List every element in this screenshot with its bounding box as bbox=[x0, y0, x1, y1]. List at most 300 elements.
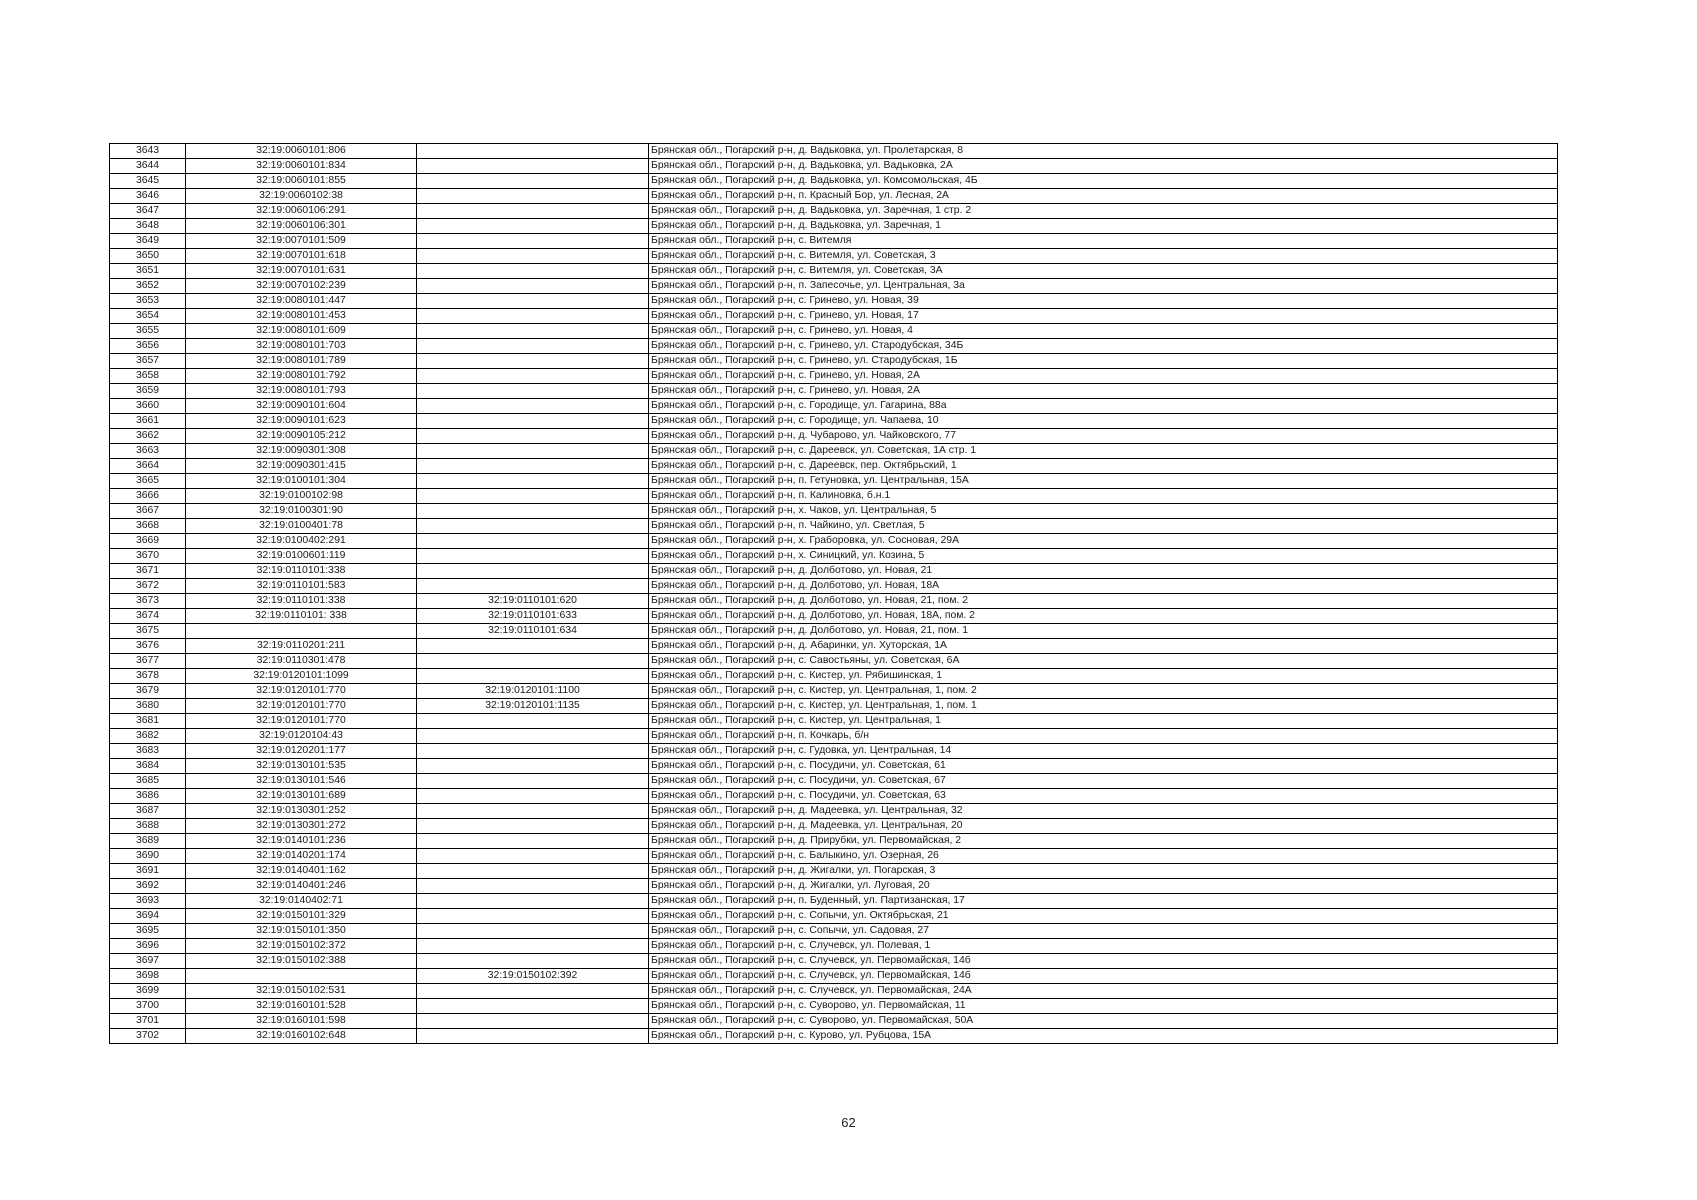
address-cell: Брянская обл., Погарский р-н, с. Дареевск, ул. Советская, 1А стр. 1 bbox=[649, 444, 1558, 459]
row-number-cell: 3653 bbox=[110, 294, 186, 309]
cadastral-number-cell: 32:19:0110101:583 bbox=[186, 579, 417, 594]
address-cell: Брянская обл., Погарский р-н, х. Граборовка, ул. Сосновая, 29А bbox=[649, 534, 1558, 549]
room-cadastral-number-cell bbox=[417, 759, 649, 774]
cadastral-number-cell: 32:19:0110101:338 bbox=[186, 594, 417, 609]
cadastral-number-cell: 32:19:0140402:71 bbox=[186, 894, 417, 909]
row-number-cell: 3647 bbox=[110, 204, 186, 219]
address-cell: Брянская обл., Погарский р-н, с. Суворово, ул. Первомайская, 11 bbox=[649, 999, 1558, 1014]
cadastral-number-cell: 32:19:0080101:453 bbox=[186, 309, 417, 324]
row-number-cell: 3680 bbox=[110, 699, 186, 714]
cadastral-number-cell: 32:19:0100402:291 bbox=[186, 534, 417, 549]
table-row bbox=[110, 579, 1558, 594]
address-cell: Брянская обл., Погарский р-н, с. Гринево, ул. Новая, 17 bbox=[649, 309, 1558, 324]
address-cell: Брянская обл., Погарский р-н, д. Чубарово, ул. Чайковского, 77 bbox=[649, 429, 1558, 444]
room-cadastral-number-cell bbox=[417, 999, 649, 1014]
table-row bbox=[110, 204, 1558, 219]
cadastral-number-cell: 32:19:0060106:301 bbox=[186, 219, 417, 234]
row-number-cell: 3687 bbox=[110, 804, 186, 819]
address-cell: Брянская обл., Погарский р-н, х. Синицкий, ул. Козина, 5 bbox=[649, 549, 1558, 564]
cadastral-number-cell: 32:19:0160102:648 bbox=[186, 1029, 417, 1044]
room-cadastral-number-cell bbox=[417, 744, 649, 759]
room-cadastral-number-cell bbox=[417, 279, 649, 294]
cadastral-number-cell: 32:19:0060102:38 bbox=[186, 189, 417, 204]
cadastral-number-cell: 32:19:0100401:78 bbox=[186, 519, 417, 534]
address-cell: Брянская обл., Погарский р-н, с. Гринево, ул. Стародубская, 1Б bbox=[649, 354, 1558, 369]
row-number-cell: 3659 bbox=[110, 384, 186, 399]
address-cell: Брянская обл., Погарский р-н, с. Курово, ул. Рубцова, 15А bbox=[649, 1029, 1558, 1044]
row-number-cell: 3677 bbox=[110, 654, 186, 669]
address-cell: Брянская обл., Погарский р-н, д. Вадьковка, ул. Заречная, 1 стр. 2 bbox=[649, 204, 1558, 219]
table-row bbox=[110, 354, 1558, 369]
room-cadastral-number-cell bbox=[417, 834, 649, 849]
room-cadastral-number-cell: 32:19:0110101:634 bbox=[417, 624, 649, 639]
row-number-cell: 3643 bbox=[110, 144, 186, 159]
cadastral-number-cell: 32:19:0100601:119 bbox=[186, 549, 417, 564]
table-row bbox=[110, 849, 1558, 864]
cadastral-number-cell: 32:19:0060101:834 bbox=[186, 159, 417, 174]
table-row bbox=[110, 309, 1558, 324]
row-number-cell: 3691 bbox=[110, 864, 186, 879]
table-row bbox=[110, 534, 1558, 549]
address-cell: Брянская обл., Погарский р-н, д. Долботово, ул. Новая, 21 bbox=[649, 564, 1558, 579]
room-cadastral-number-cell bbox=[417, 1029, 649, 1044]
room-cadastral-number-cell bbox=[417, 189, 649, 204]
room-cadastral-number-cell bbox=[417, 399, 649, 414]
address-cell: Брянская обл., Погарский р-н, с. Дареевск, пер. Октябрьский, 1 bbox=[649, 459, 1558, 474]
row-number-cell: 3652 bbox=[110, 279, 186, 294]
table-row bbox=[110, 489, 1558, 504]
cadastral-number-cell: 32:19:0100101:304 bbox=[186, 474, 417, 489]
room-cadastral-number-cell bbox=[417, 819, 649, 834]
address-cell: Брянская обл., Погарский р-н, п. Буденный, ул. Партизанская, 17 bbox=[649, 894, 1558, 909]
cadastral-number-cell: 32:19:0110101:338 bbox=[186, 564, 417, 579]
table-row bbox=[110, 219, 1558, 234]
address-cell: Брянская обл., Погарский р-н, с. Сопычи, ул. Октябрьская, 21 bbox=[649, 909, 1558, 924]
table-row bbox=[110, 789, 1558, 804]
row-number-cell: 3686 bbox=[110, 789, 186, 804]
table-row bbox=[110, 324, 1558, 339]
registry-table-body bbox=[110, 144, 1558, 1044]
row-number-cell: 3685 bbox=[110, 774, 186, 789]
table-row bbox=[110, 369, 1558, 384]
cadastral-number-cell: 32:19:0060101:855 bbox=[186, 174, 417, 189]
table-row bbox=[110, 459, 1558, 474]
address-cell: Брянская обл., Погарский р-н, д. Долботово, ул. Новая, 21, пом. 1 bbox=[649, 624, 1558, 639]
address-cell: Брянская обл., Погарский р-н, с. Гринево, ул. Новая, 2А bbox=[649, 384, 1558, 399]
row-number-cell: 3649 bbox=[110, 234, 186, 249]
table-row bbox=[110, 474, 1558, 489]
table-row bbox=[110, 294, 1558, 309]
cadastral-number-cell: 32:19:0080101:447 bbox=[186, 294, 417, 309]
row-number-cell: 3670 bbox=[110, 549, 186, 564]
row-number-cell: 3662 bbox=[110, 429, 186, 444]
cadastral-number-cell: 32:19:0150102:372 bbox=[186, 939, 417, 954]
address-cell: Брянская обл., Погарский р-н, с. Кистер, ул. Центральная, 1, пом. 2 bbox=[649, 684, 1558, 699]
table-row bbox=[110, 879, 1558, 894]
row-number-cell: 3661 bbox=[110, 414, 186, 429]
row-number-cell: 3665 bbox=[110, 474, 186, 489]
table-row bbox=[110, 624, 1558, 639]
table-row bbox=[110, 384, 1558, 399]
address-cell: Брянская обл., Погарский р-н, п. Кочкарь, б/н bbox=[649, 729, 1558, 744]
room-cadastral-number-cell bbox=[417, 579, 649, 594]
table-row bbox=[110, 429, 1558, 444]
table-row bbox=[110, 699, 1558, 714]
room-cadastral-number-cell bbox=[417, 264, 649, 279]
room-cadastral-number-cell bbox=[417, 939, 649, 954]
cadastral-number-cell: 32:19:0130301:252 bbox=[186, 804, 417, 819]
room-cadastral-number-cell bbox=[417, 639, 649, 654]
address-cell: Брянская обл., Погарский р-н, д. Вадьковка, ул. Заречная, 1 bbox=[649, 219, 1558, 234]
room-cadastral-number-cell bbox=[417, 849, 649, 864]
table-row bbox=[110, 549, 1558, 564]
cadastral-number-cell: 32:19:0140201:174 bbox=[186, 849, 417, 864]
cadastral-number-cell: 32:19:0130101:689 bbox=[186, 789, 417, 804]
room-cadastral-number-cell bbox=[417, 339, 649, 354]
row-number-cell: 3666 bbox=[110, 489, 186, 504]
room-cadastral-number-cell bbox=[417, 564, 649, 579]
table-row bbox=[110, 1029, 1558, 1044]
room-cadastral-number-cell bbox=[417, 924, 649, 939]
cadastral-number-cell: 32:19:0060106:291 bbox=[186, 204, 417, 219]
cadastral-number-cell: 32:19:0090301:308 bbox=[186, 444, 417, 459]
table-row bbox=[110, 159, 1558, 174]
cadastral-number-cell: 32:19:0160101:528 bbox=[186, 999, 417, 1014]
row-number-cell: 3664 bbox=[110, 459, 186, 474]
room-cadastral-number-cell bbox=[417, 159, 649, 174]
row-number-cell: 3667 bbox=[110, 504, 186, 519]
table-row bbox=[110, 234, 1558, 249]
table-row bbox=[110, 174, 1558, 189]
room-cadastral-number-cell bbox=[417, 384, 649, 399]
table-row bbox=[110, 819, 1558, 834]
row-number-cell: 3658 bbox=[110, 369, 186, 384]
table-row bbox=[110, 264, 1558, 279]
table-row bbox=[110, 339, 1558, 354]
table-row bbox=[110, 594, 1558, 609]
cadastral-number-cell: 32:19:0080101:609 bbox=[186, 324, 417, 339]
cadastral-number-cell: 32:19:0110101: 338 bbox=[186, 609, 417, 624]
row-number-cell: 3651 bbox=[110, 264, 186, 279]
address-cell: Брянская обл., Погарский р-н, п. Гетуновка, ул. Центральная, 15А bbox=[649, 474, 1558, 489]
row-number-cell: 3679 bbox=[110, 684, 186, 699]
cadastral-number-cell: 32:19:0070102:239 bbox=[186, 279, 417, 294]
table-row bbox=[110, 924, 1558, 939]
table-row bbox=[110, 504, 1558, 519]
table-row bbox=[110, 639, 1558, 654]
address-cell: Брянская обл., Погарский р-н, с. Случевск, ул. Первомайская, 14б bbox=[649, 969, 1558, 984]
table-row bbox=[110, 774, 1558, 789]
room-cadastral-number-cell bbox=[417, 144, 649, 159]
room-cadastral-number-cell bbox=[417, 369, 649, 384]
table-row bbox=[110, 834, 1558, 849]
row-number-cell: 3698 bbox=[110, 969, 186, 984]
table-row bbox=[110, 249, 1558, 264]
room-cadastral-number-cell: 32:19:0110101:633 bbox=[417, 609, 649, 624]
room-cadastral-number-cell: 32:19:0120101:1135 bbox=[417, 699, 649, 714]
table-row bbox=[110, 144, 1558, 159]
room-cadastral-number-cell bbox=[417, 489, 649, 504]
row-number-cell: 3675 bbox=[110, 624, 186, 639]
row-number-cell: 3672 bbox=[110, 579, 186, 594]
cadastral-number-cell: 32:19:0120104:43 bbox=[186, 729, 417, 744]
cadastral-number-cell: 32:19:0100301:90 bbox=[186, 504, 417, 519]
room-cadastral-number-cell bbox=[417, 474, 649, 489]
table-row bbox=[110, 444, 1558, 459]
room-cadastral-number-cell bbox=[417, 894, 649, 909]
room-cadastral-number-cell bbox=[417, 774, 649, 789]
address-cell: Брянская обл., Погарский р-н, с. Гринево, ул. Новая, 39 bbox=[649, 294, 1558, 309]
row-number-cell: 3694 bbox=[110, 909, 186, 924]
cadastral-number-cell: 32:19:0120101:770 bbox=[186, 684, 417, 699]
cadastral-number-cell: 32:19:0100102:98 bbox=[186, 489, 417, 504]
cadastral-number-cell: 32:19:0120101:1099 bbox=[186, 669, 417, 684]
cadastral-number-cell: 32:19:0120201:177 bbox=[186, 744, 417, 759]
cadastral-number-cell: 32:19:0140101:236 bbox=[186, 834, 417, 849]
row-number-cell: 3654 bbox=[110, 309, 186, 324]
cadastral-number-cell: 32:19:0150101:329 bbox=[186, 909, 417, 924]
address-cell: Брянская обл., Погарский р-н, с. Случевск, ул. Первомайская, 14б bbox=[649, 954, 1558, 969]
table-row bbox=[110, 519, 1558, 534]
cadastral-number-cell: 32:19:0070101:618 bbox=[186, 249, 417, 264]
row-number-cell: 3645 bbox=[110, 174, 186, 189]
address-cell: Брянская обл., Погарский р-н, с. Балыкино, ул. Озерная, 26 bbox=[649, 849, 1558, 864]
address-cell: Брянская обл., Погарский р-н, с. Гринево, ул. Новая, 2А bbox=[649, 369, 1558, 384]
cadastral-number-cell: 32:19:0090105:212 bbox=[186, 429, 417, 444]
address-cell: Брянская обл., Погарский р-н, д. Вадьковка, ул. Комсомольская, 4Б bbox=[649, 174, 1558, 189]
address-cell: Брянская обл., Погарский р-н, д. Мадеевка, ул. Центральная, 20 bbox=[649, 819, 1558, 834]
address-cell: Брянская обл., Погарский р-н, д. Жигалки, ул. Луговая, 20 bbox=[649, 879, 1558, 894]
room-cadastral-number-cell bbox=[417, 324, 649, 339]
cadastral-number-cell: 32:19:0120101:770 bbox=[186, 714, 417, 729]
room-cadastral-number-cell: 32:19:0150102:392 bbox=[417, 969, 649, 984]
row-number-cell: 3695 bbox=[110, 924, 186, 939]
table-row bbox=[110, 939, 1558, 954]
row-number-cell: 3700 bbox=[110, 999, 186, 1014]
address-cell: Брянская обл., Погарский р-н, с. Савостьяны, ул. Советская, 6А bbox=[649, 654, 1558, 669]
room-cadastral-number-cell bbox=[417, 414, 649, 429]
cadastral-number-cell: 32:19:0080101:792 bbox=[186, 369, 417, 384]
registry-table bbox=[109, 143, 1558, 1044]
cadastral-number-cell: 32:19:0120101:770 bbox=[186, 699, 417, 714]
row-number-cell: 3696 bbox=[110, 939, 186, 954]
address-cell: Брянская обл., Погарский р-н, д. Жигалки, ул. Погарская, 3 bbox=[649, 864, 1558, 879]
cadastral-number-cell: 32:19:0150101:350 bbox=[186, 924, 417, 939]
cadastral-number-cell: 32:19:0140401:246 bbox=[186, 879, 417, 894]
address-cell: Брянская обл., Погарский р-н, х. Чаков, ул. Центральная, 5 bbox=[649, 504, 1558, 519]
cadastral-number-cell: 32:19:0070101:509 bbox=[186, 234, 417, 249]
cadastral-number-cell: 32:19:0060101:806 bbox=[186, 144, 417, 159]
room-cadastral-number-cell bbox=[417, 879, 649, 894]
room-cadastral-number-cell bbox=[417, 954, 649, 969]
address-cell: Брянская обл., Погарский р-н, с. Гринево, ул. Стародубская, 34Б bbox=[649, 339, 1558, 354]
row-number-cell: 3693 bbox=[110, 894, 186, 909]
cadastral-number-cell: 32:19:0090301:415 bbox=[186, 459, 417, 474]
address-cell: Брянская обл., Погарский р-н, п. Красный Бор, ул. Лесная, 2А bbox=[649, 189, 1558, 204]
row-number-cell: 3701 bbox=[110, 1014, 186, 1029]
room-cadastral-number-cell bbox=[417, 549, 649, 564]
cadastral-number-cell: 32:19:0110301:478 bbox=[186, 654, 417, 669]
room-cadastral-number-cell bbox=[417, 294, 649, 309]
room-cadastral-number-cell bbox=[417, 654, 649, 669]
cadastral-number-cell: 32:19:0150102:531 bbox=[186, 984, 417, 999]
room-cadastral-number-cell bbox=[417, 174, 649, 189]
room-cadastral-number-cell bbox=[417, 714, 649, 729]
room-cadastral-number-cell bbox=[417, 309, 649, 324]
cadastral-number-cell bbox=[186, 624, 417, 639]
address-cell: Брянская обл., Погарский р-н, п. Чайкино, ул. Светлая, 5 bbox=[649, 519, 1558, 534]
row-number-cell: 3682 bbox=[110, 729, 186, 744]
row-number-cell: 3671 bbox=[110, 564, 186, 579]
table-row bbox=[110, 759, 1558, 774]
address-cell: Брянская обл., Погарский р-н, д. Долботово, ул. Новая, 18А, пом. 2 bbox=[649, 609, 1558, 624]
address-cell: Брянская обл., Погарский р-н, д. Долботово, ул. Новая, 21, пом. 2 bbox=[649, 594, 1558, 609]
row-number-cell: 3689 bbox=[110, 834, 186, 849]
address-cell: Брянская обл., Погарский р-н, с. Посудичи, ул. Советская, 63 bbox=[649, 789, 1558, 804]
table-row bbox=[110, 414, 1558, 429]
row-number-cell: 3683 bbox=[110, 744, 186, 759]
row-number-cell: 3656 bbox=[110, 339, 186, 354]
address-cell: Брянская обл., Погарский р-н, с. Посудичи, ул. Советская, 61 bbox=[649, 759, 1558, 774]
table-row bbox=[110, 714, 1558, 729]
row-number-cell: 3690 bbox=[110, 849, 186, 864]
row-number-cell: 3678 bbox=[110, 669, 186, 684]
table-row bbox=[110, 999, 1558, 1014]
address-cell: Брянская обл., Погарский р-н, д. Вадьковка, ул. Пролетарская, 8 bbox=[649, 144, 1558, 159]
room-cadastral-number-cell bbox=[417, 789, 649, 804]
room-cadastral-number-cell bbox=[417, 669, 649, 684]
row-number-cell: 3684 bbox=[110, 759, 186, 774]
cadastral-number-cell: 32:19:0160101:598 bbox=[186, 1014, 417, 1029]
room-cadastral-number-cell bbox=[417, 534, 649, 549]
address-cell: Брянская обл., Погарский р-н, с. Витемля, ул. Советская, 3А bbox=[649, 264, 1558, 279]
row-number-cell: 3681 bbox=[110, 714, 186, 729]
row-number-cell: 3646 bbox=[110, 189, 186, 204]
table-row bbox=[110, 984, 1558, 999]
row-number-cell: 3702 bbox=[110, 1029, 186, 1044]
cadastral-number-cell: 32:19:0130101:535 bbox=[186, 759, 417, 774]
row-number-cell: 3669 bbox=[110, 534, 186, 549]
cadastral-number-cell: 32:19:0090101:604 bbox=[186, 399, 417, 414]
table-row bbox=[110, 609, 1558, 624]
address-cell: Брянская обл., Погарский р-н, с. Витемля bbox=[649, 234, 1558, 249]
cadastral-number-cell: 32:19:0090101:623 bbox=[186, 414, 417, 429]
room-cadastral-number-cell bbox=[417, 234, 649, 249]
table-row bbox=[110, 279, 1558, 294]
room-cadastral-number-cell bbox=[417, 729, 649, 744]
table-row bbox=[110, 399, 1558, 414]
cadastral-number-cell: 32:19:0130101:546 bbox=[186, 774, 417, 789]
row-number-cell: 3692 bbox=[110, 879, 186, 894]
address-cell: Брянская обл., Погарский р-н, д. Мадеевка, ул. Центральная, 32 bbox=[649, 804, 1558, 819]
address-cell: Брянская обл., Погарский р-н, д. Долботово, ул. Новая, 18А bbox=[649, 579, 1558, 594]
cadastral-number-cell: 32:19:0080101:703 bbox=[186, 339, 417, 354]
cadastral-number-cell bbox=[186, 969, 417, 984]
row-number-cell: 3668 bbox=[110, 519, 186, 534]
table-row bbox=[110, 564, 1558, 579]
address-cell: Брянская обл., Погарский р-н, с. Гудовка, ул. Центральная, 14 bbox=[649, 744, 1558, 759]
row-number-cell: 3650 bbox=[110, 249, 186, 264]
row-number-cell: 3663 bbox=[110, 444, 186, 459]
table-row bbox=[110, 189, 1558, 204]
room-cadastral-number-cell bbox=[417, 429, 649, 444]
table-row bbox=[110, 744, 1558, 759]
address-cell: Брянская обл., Погарский р-н, с. Посудичи, ул. Советская, 67 bbox=[649, 774, 1558, 789]
row-number-cell: 3697 bbox=[110, 954, 186, 969]
table-row bbox=[110, 954, 1558, 969]
address-cell: Брянская обл., Погарский р-н, д. Абаринки, ул. Хуторская, 1А bbox=[649, 639, 1558, 654]
room-cadastral-number-cell bbox=[417, 909, 649, 924]
room-cadastral-number-cell bbox=[417, 219, 649, 234]
row-number-cell: 3655 bbox=[110, 324, 186, 339]
address-cell: Брянская обл., Погарский р-н, с. Суворово, ул. Первомайская, 50А bbox=[649, 1014, 1558, 1029]
cadastral-number-cell: 32:19:0150102:388 bbox=[186, 954, 417, 969]
room-cadastral-number-cell bbox=[417, 984, 649, 999]
room-cadastral-number-cell bbox=[417, 504, 649, 519]
row-number-cell: 3657 bbox=[110, 354, 186, 369]
row-number-cell: 3660 bbox=[110, 399, 186, 414]
row-number-cell: 3673 bbox=[110, 594, 186, 609]
address-cell: Брянская обл., Погарский р-н, с. Витемля, ул. Советская, 3 bbox=[649, 249, 1558, 264]
room-cadastral-number-cell bbox=[417, 204, 649, 219]
room-cadastral-number-cell bbox=[417, 519, 649, 534]
address-cell: Брянская обл., Погарский р-н, с. Городище, ул. Чапаева, 10 bbox=[649, 414, 1558, 429]
cadastral-number-cell: 32:19:0130301:272 bbox=[186, 819, 417, 834]
address-cell: Брянская обл., Погарский р-н, с. Гринево, ул. Новая, 4 bbox=[649, 324, 1558, 339]
room-cadastral-number-cell bbox=[417, 804, 649, 819]
table-row bbox=[110, 969, 1558, 984]
cadastral-number-cell: 32:19:0110201:211 bbox=[186, 639, 417, 654]
room-cadastral-number-cell: 32:19:0110101:620 bbox=[417, 594, 649, 609]
address-cell: Брянская обл., Погарский р-н, п. Калиновка, б.н.1 bbox=[649, 489, 1558, 504]
row-number-cell: 3676 bbox=[110, 639, 186, 654]
address-cell: Брянская обл., Погарский р-н, с. Случевск, ул. Полевая, 1 bbox=[649, 939, 1558, 954]
table-row bbox=[110, 864, 1558, 879]
address-cell: Брянская обл., Погарский р-н, с. Сопычи, ул. Садовая, 27 bbox=[649, 924, 1558, 939]
room-cadastral-number-cell: 32:19:0120101:1100 bbox=[417, 684, 649, 699]
page-number: 62 bbox=[841, 1115, 856, 1130]
room-cadastral-number-cell bbox=[417, 1014, 649, 1029]
address-cell: Брянская обл., Погарский р-н, п. Запесочье, ул. Центральная, 3а bbox=[649, 279, 1558, 294]
address-cell: Брянская обл., Погарский р-н, д. Прирубки, ул. Первомайская, 2 bbox=[649, 834, 1558, 849]
cadastral-number-cell: 32:19:0080101:793 bbox=[186, 384, 417, 399]
address-cell: Брянская обл., Погарский р-н, с. Городище, ул. Гагарина, 88а bbox=[649, 399, 1558, 414]
table-row bbox=[110, 729, 1558, 744]
address-cell: Брянская обл., Погарский р-н, с. Случевск, ул. Первомайская, 24А bbox=[649, 984, 1558, 999]
cadastral-number-cell: 32:19:0070101:631 bbox=[186, 264, 417, 279]
address-cell: Брянская обл., Погарский р-н, с. Кистер, ул. Центральная, 1 bbox=[649, 714, 1558, 729]
room-cadastral-number-cell bbox=[417, 864, 649, 879]
room-cadastral-number-cell bbox=[417, 459, 649, 474]
row-number-cell: 3674 bbox=[110, 609, 186, 624]
cadastral-number-cell: 32:19:0080101:789 bbox=[186, 354, 417, 369]
table-row bbox=[110, 669, 1558, 684]
cadastral-number-cell: 32:19:0140401:162 bbox=[186, 864, 417, 879]
table-row bbox=[110, 894, 1558, 909]
row-number-cell: 3648 bbox=[110, 219, 186, 234]
table-row bbox=[110, 654, 1558, 669]
table-row bbox=[110, 804, 1558, 819]
row-number-cell: 3644 bbox=[110, 159, 186, 174]
row-number-cell: 3699 bbox=[110, 984, 186, 999]
room-cadastral-number-cell bbox=[417, 354, 649, 369]
address-cell: Брянская обл., Погарский р-н, с. Кистер, ул. Рябишинская, 1 bbox=[649, 669, 1558, 684]
table-row bbox=[110, 1014, 1558, 1029]
table-row bbox=[110, 684, 1558, 699]
room-cadastral-number-cell bbox=[417, 249, 649, 264]
table-row bbox=[110, 909, 1558, 924]
room-cadastral-number-cell bbox=[417, 444, 649, 459]
